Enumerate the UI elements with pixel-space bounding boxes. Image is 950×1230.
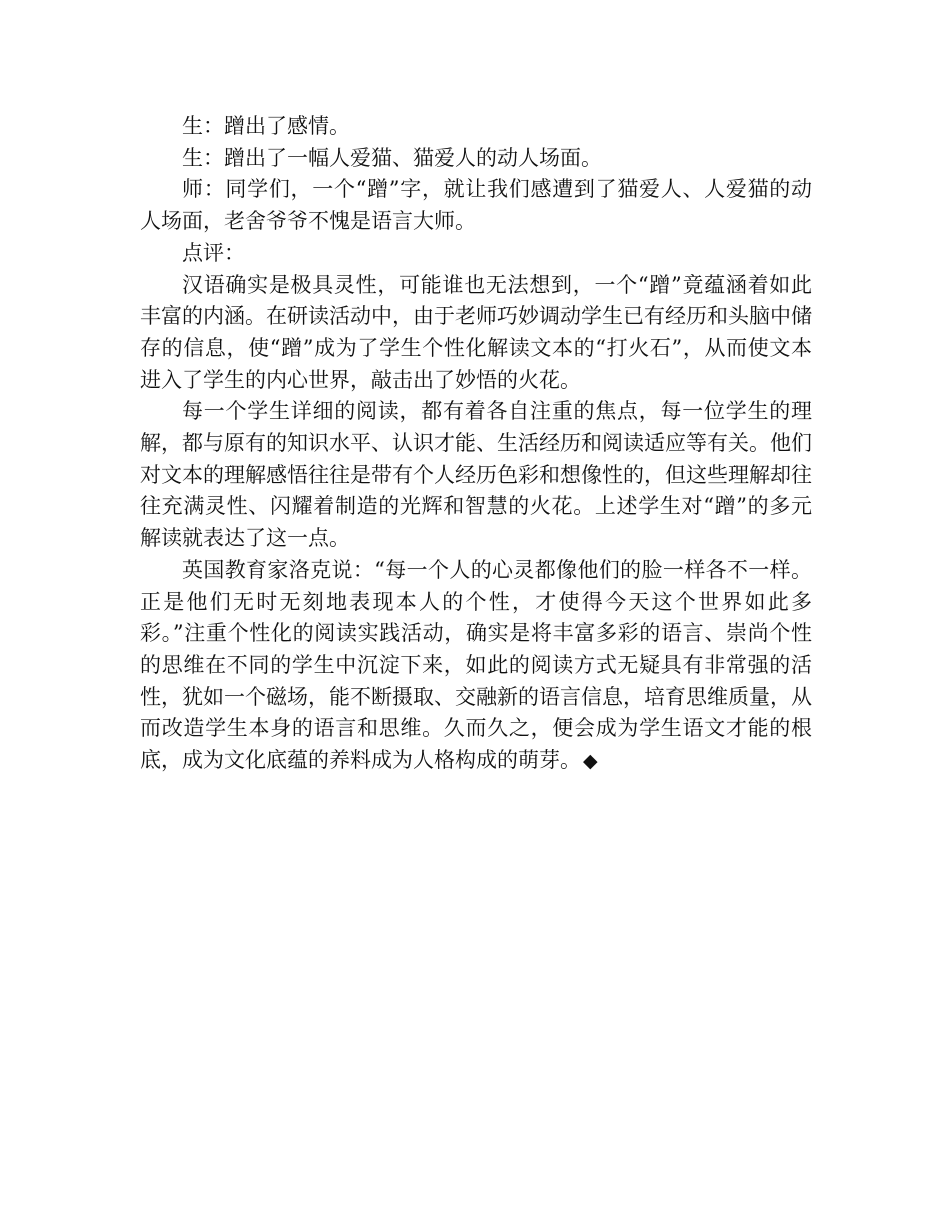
dialogue-line-1: 生：蹭出了感情。	[182, 114, 350, 138]
dialogue-line-2: 生：蹭出了一幅人爱猫、猫爱人的动人场面。	[182, 145, 602, 170]
dialogue-line-teacher: 师：同学们，一个“蹭”字，就让我们感遭到了猫爱人、人爱猫的动人场面，老舍爷爷不愧是语言大师。	[140, 177, 812, 234]
body-text	[140, 111, 812, 778]
commentary-paragraph-2: 每一个学生详细的阅读，都有着各自注重的焦点，每一位学生的理解，都与原有的知识水平、认识才能、生活经历和阅读适应等有关。他们对文本的理解感悟往往是带有个人经历色彩和想像性的，但这些理解却往往充满灵性、闪耀着制造的光辉和智慧的火花。上述学生对“蹭”的多元解读就表达了这一点。	[140, 399, 812, 551]
commentary-heading: 点评：	[182, 240, 245, 265]
commentary-paragraph-1: 汉语确实是极具灵性，可能谁也无法想到，一个“蹭”竟蕴涵着如此丰富的内涵。在研读活动中，由于老师巧妙调动学生已有经历和头脑中储存的信息，使“蹭”成为了学生个性化解读文本的“打火石”，从而使文本进入了学生的内心世界，敲击出了妙悟的火花。	[140, 272, 812, 392]
commentary-paragraph-3-text: 英国教育家洛克说：“每一个人的心灵都像他们的脸一样各不一样。正是他们无时无刻地表现本人的个性，才使得今天这个世界如此多彩。”注重个性化的阅读实践活动，确实是将丰富多彩的语言、崇尚个性的思维在不同的学生中沉淀下来，如此的阅读方式无疑具有非常强的活性，犹如一个磁场，能不断摄取、交融新的语言信息，培育思维质量，从而改造学生本身的语言和思维。久而久之，便会成为学生语文才能的根底，成为文化底蕴的养料成为人格构成的萌芽。	[140, 557, 812, 773]
commentary-paragraph-3	[140, 555, 812, 778]
end-diamond-icon: ◆	[583, 750, 598, 773]
